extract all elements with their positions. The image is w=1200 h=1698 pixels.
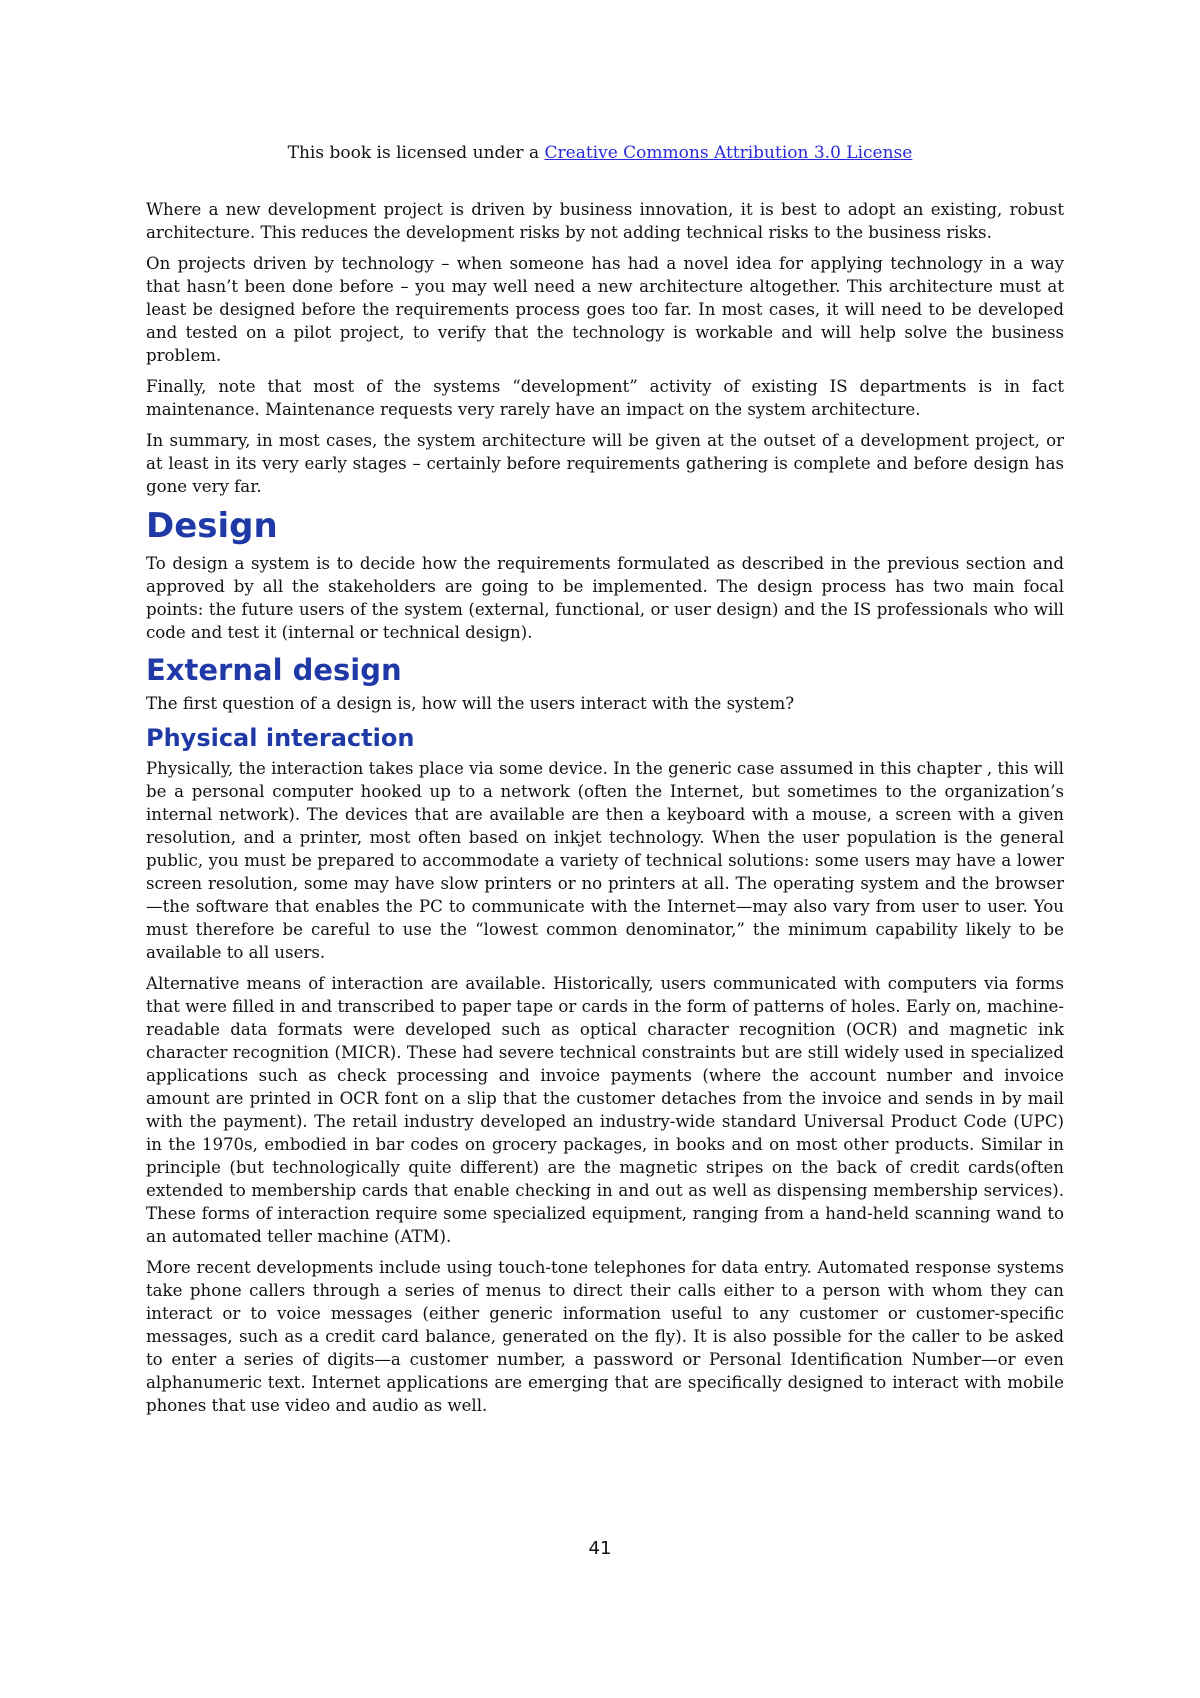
paragraph: Where a new development project is driven by business innovation, it is best to adopt an existing, robust architecture. This reduces the development risks by not adding technical risks to the business risks. xyxy=(146,200,1064,242)
section-heading-external-design: External design xyxy=(146,653,402,687)
page-number: 41 xyxy=(588,1538,612,1559)
paragraph: Alternative means of interaction are available. Historically, users communicated with computers via forms that were filled in and transcribed to paper tape or cards in the form of patterns of holes. Early on, machine-readable data formats were developed such as optical character recognition (OCR) and magnetic ink character recognition (MICR). These had severe technical constraints but are still widely used in specialized applications such as check processing and invoice payments (where the account number and invoice amount are printed in OCR font on a slip that the customer detaches from the invoice and sends in by mail with the payment). The retail industry developed an industry-wide standard Universal Product Code (UPC) in the 1970s, embodied in bar codes on grocery packages, in books and on most other products. Similar in principle (but technologically quite different) are the magnetic stripes on the back of credit cards(often extended to membership cards that enable checking in and out as well as dispensing membership services). These forms of interaction require some specialized equipment, ranging from a hand-held scanning wand to an automated teller machine (ATM). xyxy=(146,974,1064,1246)
page-body xyxy=(146,198,1064,1425)
section-heading-design: Design xyxy=(146,506,278,546)
paragraph: The first question of a design is, how will the users interact with the system? xyxy=(146,694,795,713)
license-link[interactable]: Creative Commons Attribution 3.0 License xyxy=(544,143,913,163)
section-heading-physical-interaction: Physical interaction xyxy=(146,724,415,752)
paragraph: Physically, the interaction takes place via some device. In the generic case assumed in this chapter , this will be a personal computer hooked up to a network (often the Internet, but sometimes to the organization’s internal network). The devices that are available are then a keyboard with a mouse, a screen with a given resolution, and a printer, most often based on inkjet technology. When the user population is the general public, you must be prepared to accommodate a variety of technical solutions: some users may have a lower screen resolution, some may have slow printers or no printers at all. The operating system and the browser—the software that enables the PC to communicate with the Internet—may also vary from user to user. You must therefore be careful to use the “lowest common denominator,” the minimum capability likely to be available to all users. xyxy=(146,759,1064,962)
paragraph: More recent developments include using touch-tone telephones for data entry. Automated response systems take phone callers through a series of menus to direct their calls either to a person with whom they can interact or to voice messages (either generic information useful to any customer or customer-specific messages, such as a credit card balance, generated on the fly). It is also possible for the caller to be asked to enter a series of digits—a customer number, a password or Personal Identification Number—or even alphanumeric text. Internet applications are emerging that are specifically designed to interact with mobile phones that use video and audio as well. xyxy=(146,1258,1064,1415)
paragraph: Finally, note that most of the systems “development” activity of existing IS departments is in fact maintenance. Maintenance requests very rarely have an impact on the system architecture. xyxy=(146,377,1064,419)
paragraph: On projects driven by technology – when someone has had a novel idea for applying technology in a way that hasn’t been done before – you may well need a new architecture altogether. This architecture must at least be designed before the requirements process goes too far. In most cases, it will need to be developed and tested on a pilot project, to verify that the technology is workable and will help solve the business problem. xyxy=(146,254,1064,365)
license-text: This book is licensed under a xyxy=(287,143,545,163)
paragraph: In summary, in most cases, the system architecture will be given at the outset of a development project, or at least in its very early stages – certainly before requirements gathering is complete and before design has gone very far. xyxy=(146,431,1064,496)
license-line xyxy=(0,143,1200,163)
paragraph: To design a system is to decide how the requirements formulated as described in the previous section and approved by all the stakeholders are going to be implemented. The design process has two main focal points: the future users of the system (external, functional, or user design) and the IS professionals who will code and test it (internal or technical design). xyxy=(146,554,1064,642)
